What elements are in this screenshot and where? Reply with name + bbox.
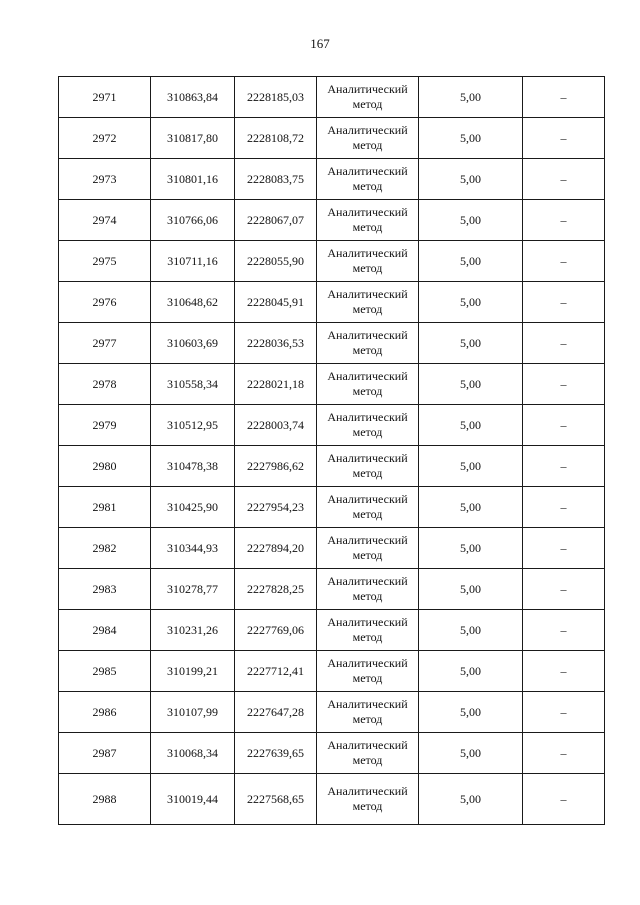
method-label-line1: Аналитический (327, 369, 408, 383)
method-cell (317, 77, 419, 118)
method-cell (317, 323, 419, 364)
x-coordinate-cell: 310766,06 (151, 200, 235, 241)
y-coordinate-cell: 2227639,65 (235, 733, 317, 774)
dash-cell: – (523, 364, 605, 405)
method-cell (317, 446, 419, 487)
x-coordinate-cell: 310603,69 (151, 323, 235, 364)
dash-cell: – (523, 405, 605, 446)
coordinates-table (58, 76, 605, 825)
point-number-cell: 2972 (59, 118, 151, 159)
method-cell (317, 364, 419, 405)
y-coordinate-cell: 2227647,28 (235, 692, 317, 733)
y-coordinate-cell: 2228021,18 (235, 364, 317, 405)
table-row (59, 487, 605, 528)
point-number-cell: 2980 (59, 446, 151, 487)
method-cell (317, 610, 419, 651)
dash-cell: – (523, 159, 605, 200)
method-label-line2: метод (352, 261, 383, 275)
method-cell (317, 241, 419, 282)
accuracy-cell: 5,00 (419, 405, 523, 446)
method-label-line1: Аналитический (327, 492, 408, 506)
y-coordinate-cell: 2228083,75 (235, 159, 317, 200)
dash-cell: – (523, 200, 605, 241)
y-coordinate-cell: 2228108,72 (235, 118, 317, 159)
point-number-cell: 2973 (59, 159, 151, 200)
point-number-cell: 2984 (59, 610, 151, 651)
accuracy-cell: 5,00 (419, 733, 523, 774)
accuracy-cell: 5,00 (419, 159, 523, 200)
x-coordinate-cell: 310019,44 (151, 774, 235, 825)
dash-cell: – (523, 446, 605, 487)
method-cell (317, 774, 419, 825)
method-cell (317, 651, 419, 692)
point-number-cell: 2976 (59, 282, 151, 323)
point-number-cell: 2981 (59, 487, 151, 528)
method-label-line2: метод (352, 799, 383, 813)
x-coordinate-cell: 310558,34 (151, 364, 235, 405)
y-coordinate-cell: 2227712,41 (235, 651, 317, 692)
table-row (59, 77, 605, 118)
table-row (59, 446, 605, 487)
point-number-cell: 2974 (59, 200, 151, 241)
method-label-line1: Аналитический (327, 738, 408, 752)
page-number: 167 (310, 36, 330, 51)
dash-cell: – (523, 610, 605, 651)
table-row (59, 733, 605, 774)
method-label-line2: метод (352, 220, 383, 234)
accuracy-cell: 5,00 (419, 77, 523, 118)
method-label-line1: Аналитический (327, 697, 408, 711)
table-row (59, 528, 605, 569)
x-coordinate-cell: 310478,38 (151, 446, 235, 487)
method-label-line2: метод (352, 466, 383, 480)
method-label-line2: метод (352, 671, 383, 685)
table-row (59, 364, 605, 405)
dash-cell: – (523, 241, 605, 282)
method-label-line1: Аналитический (327, 246, 408, 260)
coordinates-table-body (59, 77, 605, 825)
x-coordinate-cell: 310068,34 (151, 733, 235, 774)
accuracy-cell: 5,00 (419, 692, 523, 733)
point-number-cell: 2982 (59, 528, 151, 569)
method-label-line1: Аналитический (327, 656, 408, 670)
method-label-line1: Аналитический (327, 615, 408, 629)
method-label-line1: Аналитический (327, 328, 408, 342)
accuracy-cell: 5,00 (419, 323, 523, 364)
point-number-cell: 2978 (59, 364, 151, 405)
accuracy-cell: 5,00 (419, 200, 523, 241)
method-label-line1: Аналитический (327, 205, 408, 219)
x-coordinate-cell: 310817,80 (151, 118, 235, 159)
y-coordinate-cell: 2228036,53 (235, 323, 317, 364)
accuracy-cell: 5,00 (419, 774, 523, 825)
accuracy-cell: 5,00 (419, 569, 523, 610)
table-row (59, 118, 605, 159)
accuracy-cell: 5,00 (419, 446, 523, 487)
x-coordinate-cell: 310648,62 (151, 282, 235, 323)
method-label-line1: Аналитический (327, 123, 408, 137)
x-coordinate-cell: 310863,84 (151, 77, 235, 118)
table-row (59, 200, 605, 241)
method-label-line2: метод (352, 425, 383, 439)
y-coordinate-cell: 2227828,25 (235, 569, 317, 610)
point-number-cell: 2979 (59, 405, 151, 446)
y-coordinate-cell: 2228055,90 (235, 241, 317, 282)
table-row (59, 241, 605, 282)
method-label-line2: метод (352, 179, 383, 193)
y-coordinate-cell: 2227568,65 (235, 774, 317, 825)
table-row (59, 405, 605, 446)
method-label-line2: метод (352, 507, 383, 521)
method-label-line2: метод (352, 343, 383, 357)
dash-cell: – (523, 692, 605, 733)
point-number-cell: 2983 (59, 569, 151, 610)
accuracy-cell: 5,00 (419, 364, 523, 405)
method-label-line2: метод (352, 138, 383, 152)
y-coordinate-cell: 2227894,20 (235, 528, 317, 569)
y-coordinate-cell: 2227769,06 (235, 610, 317, 651)
x-coordinate-cell: 310344,93 (151, 528, 235, 569)
method-label-line2: метод (352, 302, 383, 316)
table-row (59, 610, 605, 651)
method-cell (317, 733, 419, 774)
y-coordinate-cell: 2228067,07 (235, 200, 317, 241)
table-row (59, 323, 605, 364)
x-coordinate-cell: 310801,16 (151, 159, 235, 200)
method-cell (317, 569, 419, 610)
method-label-line1: Аналитический (327, 82, 408, 96)
method-label-line2: метод (352, 548, 383, 562)
y-coordinate-cell: 2227954,23 (235, 487, 317, 528)
method-label-line1: Аналитический (327, 451, 408, 465)
method-label-line1: Аналитический (327, 287, 408, 301)
table-row (59, 774, 605, 825)
table-row (59, 569, 605, 610)
method-cell (317, 282, 419, 323)
dash-cell: – (523, 651, 605, 692)
method-cell (317, 487, 419, 528)
method-label-line2: метод (352, 630, 383, 644)
x-coordinate-cell: 310425,90 (151, 487, 235, 528)
x-coordinate-cell: 310231,26 (151, 610, 235, 651)
point-number-cell: 2977 (59, 323, 151, 364)
accuracy-cell: 5,00 (419, 610, 523, 651)
method-cell (317, 200, 419, 241)
method-cell (317, 118, 419, 159)
method-label-line2: метод (352, 712, 383, 726)
point-number-cell: 2986 (59, 692, 151, 733)
accuracy-cell: 5,00 (419, 282, 523, 323)
method-label-line1: Аналитический (327, 164, 408, 178)
accuracy-cell: 5,00 (419, 487, 523, 528)
table-row (59, 159, 605, 200)
point-number-cell: 2975 (59, 241, 151, 282)
y-coordinate-cell: 2228185,03 (235, 77, 317, 118)
point-number-cell: 2988 (59, 774, 151, 825)
x-coordinate-cell: 310711,16 (151, 241, 235, 282)
method-label-line2: метод (352, 97, 383, 111)
dash-cell: – (523, 774, 605, 825)
dash-cell: – (523, 282, 605, 323)
method-cell (317, 692, 419, 733)
accuracy-cell: 5,00 (419, 118, 523, 159)
dash-cell: – (523, 733, 605, 774)
dash-cell: – (523, 323, 605, 364)
x-coordinate-cell: 310199,21 (151, 651, 235, 692)
dash-cell: – (523, 118, 605, 159)
method-cell (317, 528, 419, 569)
dash-cell: – (523, 77, 605, 118)
method-label-line1: Аналитический (327, 784, 408, 798)
y-coordinate-cell: 2227986,62 (235, 446, 317, 487)
method-label-line1: Аналитический (327, 574, 408, 588)
y-coordinate-cell: 2228003,74 (235, 405, 317, 446)
table-row (59, 282, 605, 323)
method-label-line1: Аналитический (327, 533, 408, 547)
dash-cell: – (523, 487, 605, 528)
method-cell (317, 159, 419, 200)
table-row (59, 692, 605, 733)
accuracy-cell: 5,00 (419, 241, 523, 282)
point-number-cell: 2987 (59, 733, 151, 774)
y-coordinate-cell: 2228045,91 (235, 282, 317, 323)
method-label-line2: метод (352, 589, 383, 603)
point-number-cell: 2985 (59, 651, 151, 692)
accuracy-cell: 5,00 (419, 528, 523, 569)
x-coordinate-cell: 310512,95 (151, 405, 235, 446)
x-coordinate-cell: 310107,99 (151, 692, 235, 733)
x-coordinate-cell: 310278,77 (151, 569, 235, 610)
method-cell (317, 405, 419, 446)
point-number-cell: 2971 (59, 77, 151, 118)
dash-cell: – (523, 528, 605, 569)
method-label-line2: метод (352, 384, 383, 398)
table-row (59, 651, 605, 692)
dash-cell: – (523, 569, 605, 610)
method-label-line2: метод (352, 753, 383, 767)
method-label-line1: Аналитический (327, 410, 408, 424)
accuracy-cell: 5,00 (419, 651, 523, 692)
